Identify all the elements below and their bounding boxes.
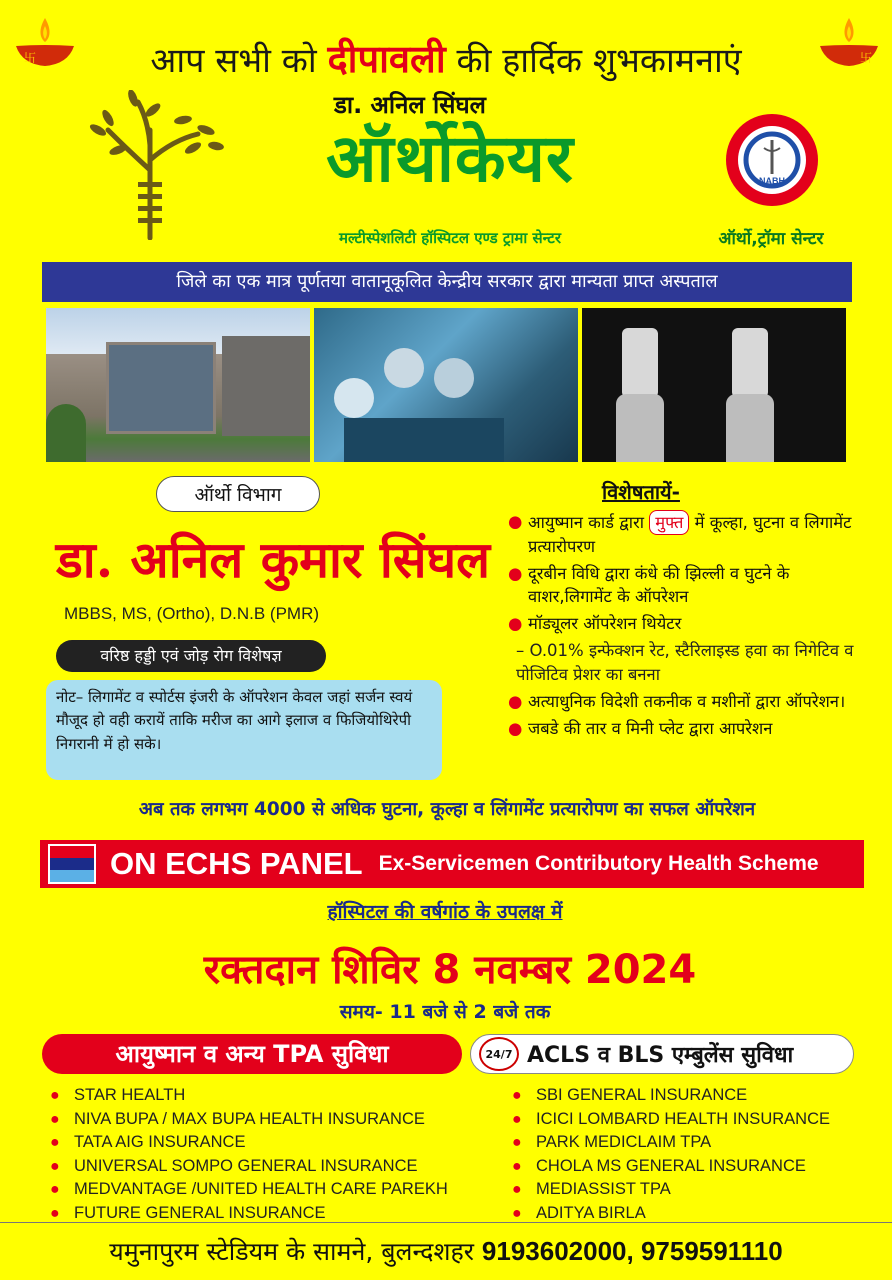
insurance-item: ● ICICI LOMBARD HEALTH INSURANCE xyxy=(512,1108,892,1132)
features-list xyxy=(500,510,870,744)
bullet-dot-icon: ● xyxy=(512,1204,522,1222)
bullet-dot-icon: ● xyxy=(50,1204,60,1222)
svg-text:卐: 卐 xyxy=(860,51,873,65)
ortho-department-pill: ऑर्थो विभाग xyxy=(156,476,320,512)
feature-item: ● आयुष्मान कार्ड द्वारा मुफ्त में कूल्हा, घुटना व लिगामेंट प्रत्यारोपरण xyxy=(508,512,852,557)
greeting-text: आप सभी को दीपावली की हार्दिक शुभकामनाएं xyxy=(150,37,742,81)
insurance-item: ● MEDVANTAGE /UNITED HEALTH CARE PAREKH xyxy=(50,1178,480,1202)
bullet-dot-icon: ● xyxy=(512,1181,522,1198)
knee-xray-photo xyxy=(582,308,846,462)
svg-text:NABH: NABH xyxy=(759,176,785,186)
insurance-item: ● NIVA BUPA / MAX BUPA HEALTH INSURANCE xyxy=(50,1108,480,1132)
feature-item: ● जबडे की तार व मिनी प्लेट द्वारा आपरेशन xyxy=(500,717,870,740)
svg-text:卐: 卐 xyxy=(24,51,37,65)
insurance-list-left xyxy=(50,1084,480,1225)
greeting-highlight: दीपावली xyxy=(327,37,446,81)
doctor-specialty-badge: वरिष्ठ हड्डी एवं जोड़ रोग विशेषज्ञ xyxy=(56,640,326,672)
doctor-degrees: MBBS, MS, (Ortho), D.N.B (PMR) xyxy=(64,604,320,623)
feature-item: ● अत्याधुनिक विदेशी तकनीक व मशीनों द्वारा ऑपरेशन। xyxy=(500,690,870,713)
insurance-item: ● MEDIASSIST TPA xyxy=(512,1178,892,1202)
insurance-item: ● CHOLA MS GENERAL INSURANCE xyxy=(512,1155,892,1179)
free-badge: मुफ्त xyxy=(649,510,689,535)
success-statement: अब तक लगभग 4000 से अधिक घुटना, कूल्हा व लिंगामेंट प्रत्यारोपण का सफल ऑपरेशन xyxy=(138,799,756,820)
bullet-dot-icon: ● xyxy=(50,1087,60,1104)
feature-item: ● मॉड्यूलर ऑपरेशन थियेटर xyxy=(500,612,870,635)
hospital-brand-title: ऑर्थोकेयर xyxy=(326,119,574,197)
diya-lamp-icon xyxy=(814,14,884,78)
doctor-short-name: डा. अनिल सिंघल xyxy=(334,91,486,119)
insurance-item: ● FUTURE GENERAL INSURANCE xyxy=(50,1202,480,1226)
bullet-dot-icon: ● xyxy=(512,1157,522,1175)
feature-item: ● दूरबीन विधि द्वारा कंधे की झिल्ली व घुटने के वाशर,लिगामेंट के ऑपरेशन xyxy=(508,564,790,607)
greeting-banner xyxy=(0,8,892,88)
camp-timing: समय- 11 बजे से 2 बजे तक xyxy=(339,1001,551,1023)
tpa-facility-pill: आयुष्मान व अन्य TPA सुविधा xyxy=(42,1034,462,1074)
tree-spine-logo-icon xyxy=(78,90,228,240)
insurance-item: ● PARK MEDICLAIM TPA xyxy=(512,1131,892,1155)
bullet-dot-icon: ● xyxy=(512,1087,522,1104)
echs-flag-icon xyxy=(48,844,96,884)
hospital-building-photo xyxy=(46,308,310,462)
address-text: यमुनापुरम स्टेडियम के सामने, बुलन्दशहर xyxy=(109,1237,482,1266)
ortho-trauma-label: ऑर्थो,ट्रॉमा सेन्टर xyxy=(718,229,824,249)
bullet-dot-icon: ● xyxy=(50,1157,60,1175)
blood-camp-title: रक्तदान शिविर 8 नवम्बर 2024 xyxy=(203,947,697,993)
footer-address xyxy=(0,1222,892,1280)
insurance-item: ● UNIVERSAL SOMPO GENERAL INSURANCE xyxy=(50,1155,480,1179)
anniversary-text: हॉस्पिटल की वर्षगांठ के उपलक्ष में xyxy=(327,901,563,923)
nabh-accreditation-badge-icon xyxy=(722,110,822,210)
ambulance-24x7-icon: 24/7 xyxy=(479,1037,519,1071)
insurance-item: ● ADITYA BIRLA xyxy=(512,1202,892,1226)
diya-lamp-icon xyxy=(10,14,80,78)
bullet-dot-icon: ● xyxy=(50,1181,60,1198)
feature-subnote: – O.01% इन्फेक्शन रेट, स्टैरिलाइस्ड हवा का निगेटिव व पोजिटिव प्रेशर का बनना xyxy=(516,641,854,684)
note-box: नोट– लिगामेंट व स्पोर्टस इंजरी के ऑपरेशन केवल जहां सर्जन स्वयं मौजूद हो वही करायें ताकि मरीज का आगे इलाज व फिजियोथिरेपी निगरानी में हो सके। xyxy=(46,680,442,780)
insurance-item: ● STAR HEALTH xyxy=(50,1084,480,1108)
bullet-dot-icon: ● xyxy=(508,691,523,711)
insurance-item: ● SBI GENERAL INSURANCE xyxy=(512,1084,892,1108)
bullet-dot-icon: ● xyxy=(508,614,523,634)
echs-sub-label: Ex-Servicemen Contributory Health Scheme xyxy=(378,852,819,875)
acls-ambulance-pill xyxy=(470,1034,854,1074)
bullet-dot-icon: ● xyxy=(50,1134,60,1151)
bullet-dot-icon: ● xyxy=(512,1110,522,1128)
operation-theatre-photo xyxy=(314,308,578,462)
bullet-dot-icon: ● xyxy=(508,718,523,738)
doctor-full-name: डा. अनिल कुमार सिंघल xyxy=(56,530,491,589)
recognition-bar: जिले का एक मात्र पूर्णतया वातानूकूलित केन्द्रीय सरकार द्वारा मान्यता प्राप्त अस्पताल xyxy=(42,262,852,302)
bullet-dot-icon: ● xyxy=(508,512,523,531)
insurance-list-right xyxy=(512,1084,892,1225)
hospital-brand-subtitle: मल्टीस्पेशलिटी हॉस्पिटल एण्ड ट्रामा सेन्टर xyxy=(338,229,561,247)
bullet-dot-icon: ● xyxy=(512,1134,522,1151)
echs-main-label: ON ECHS PANEL xyxy=(110,846,363,881)
features-heading: विशेषतायें- xyxy=(602,480,680,504)
bullet-dot-icon: ● xyxy=(508,564,523,584)
phone-numbers: 9193602000, 9759591110 xyxy=(481,1236,783,1266)
insurance-item: ● TATA AIG INSURANCE xyxy=(50,1131,480,1155)
bullet-dot-icon: ● xyxy=(50,1110,60,1128)
echs-panel-bar xyxy=(40,840,864,888)
acls-label: ACLS व BLS एम्बुलेंस सुविधा xyxy=(527,1043,794,1068)
photo-strip xyxy=(46,308,846,462)
